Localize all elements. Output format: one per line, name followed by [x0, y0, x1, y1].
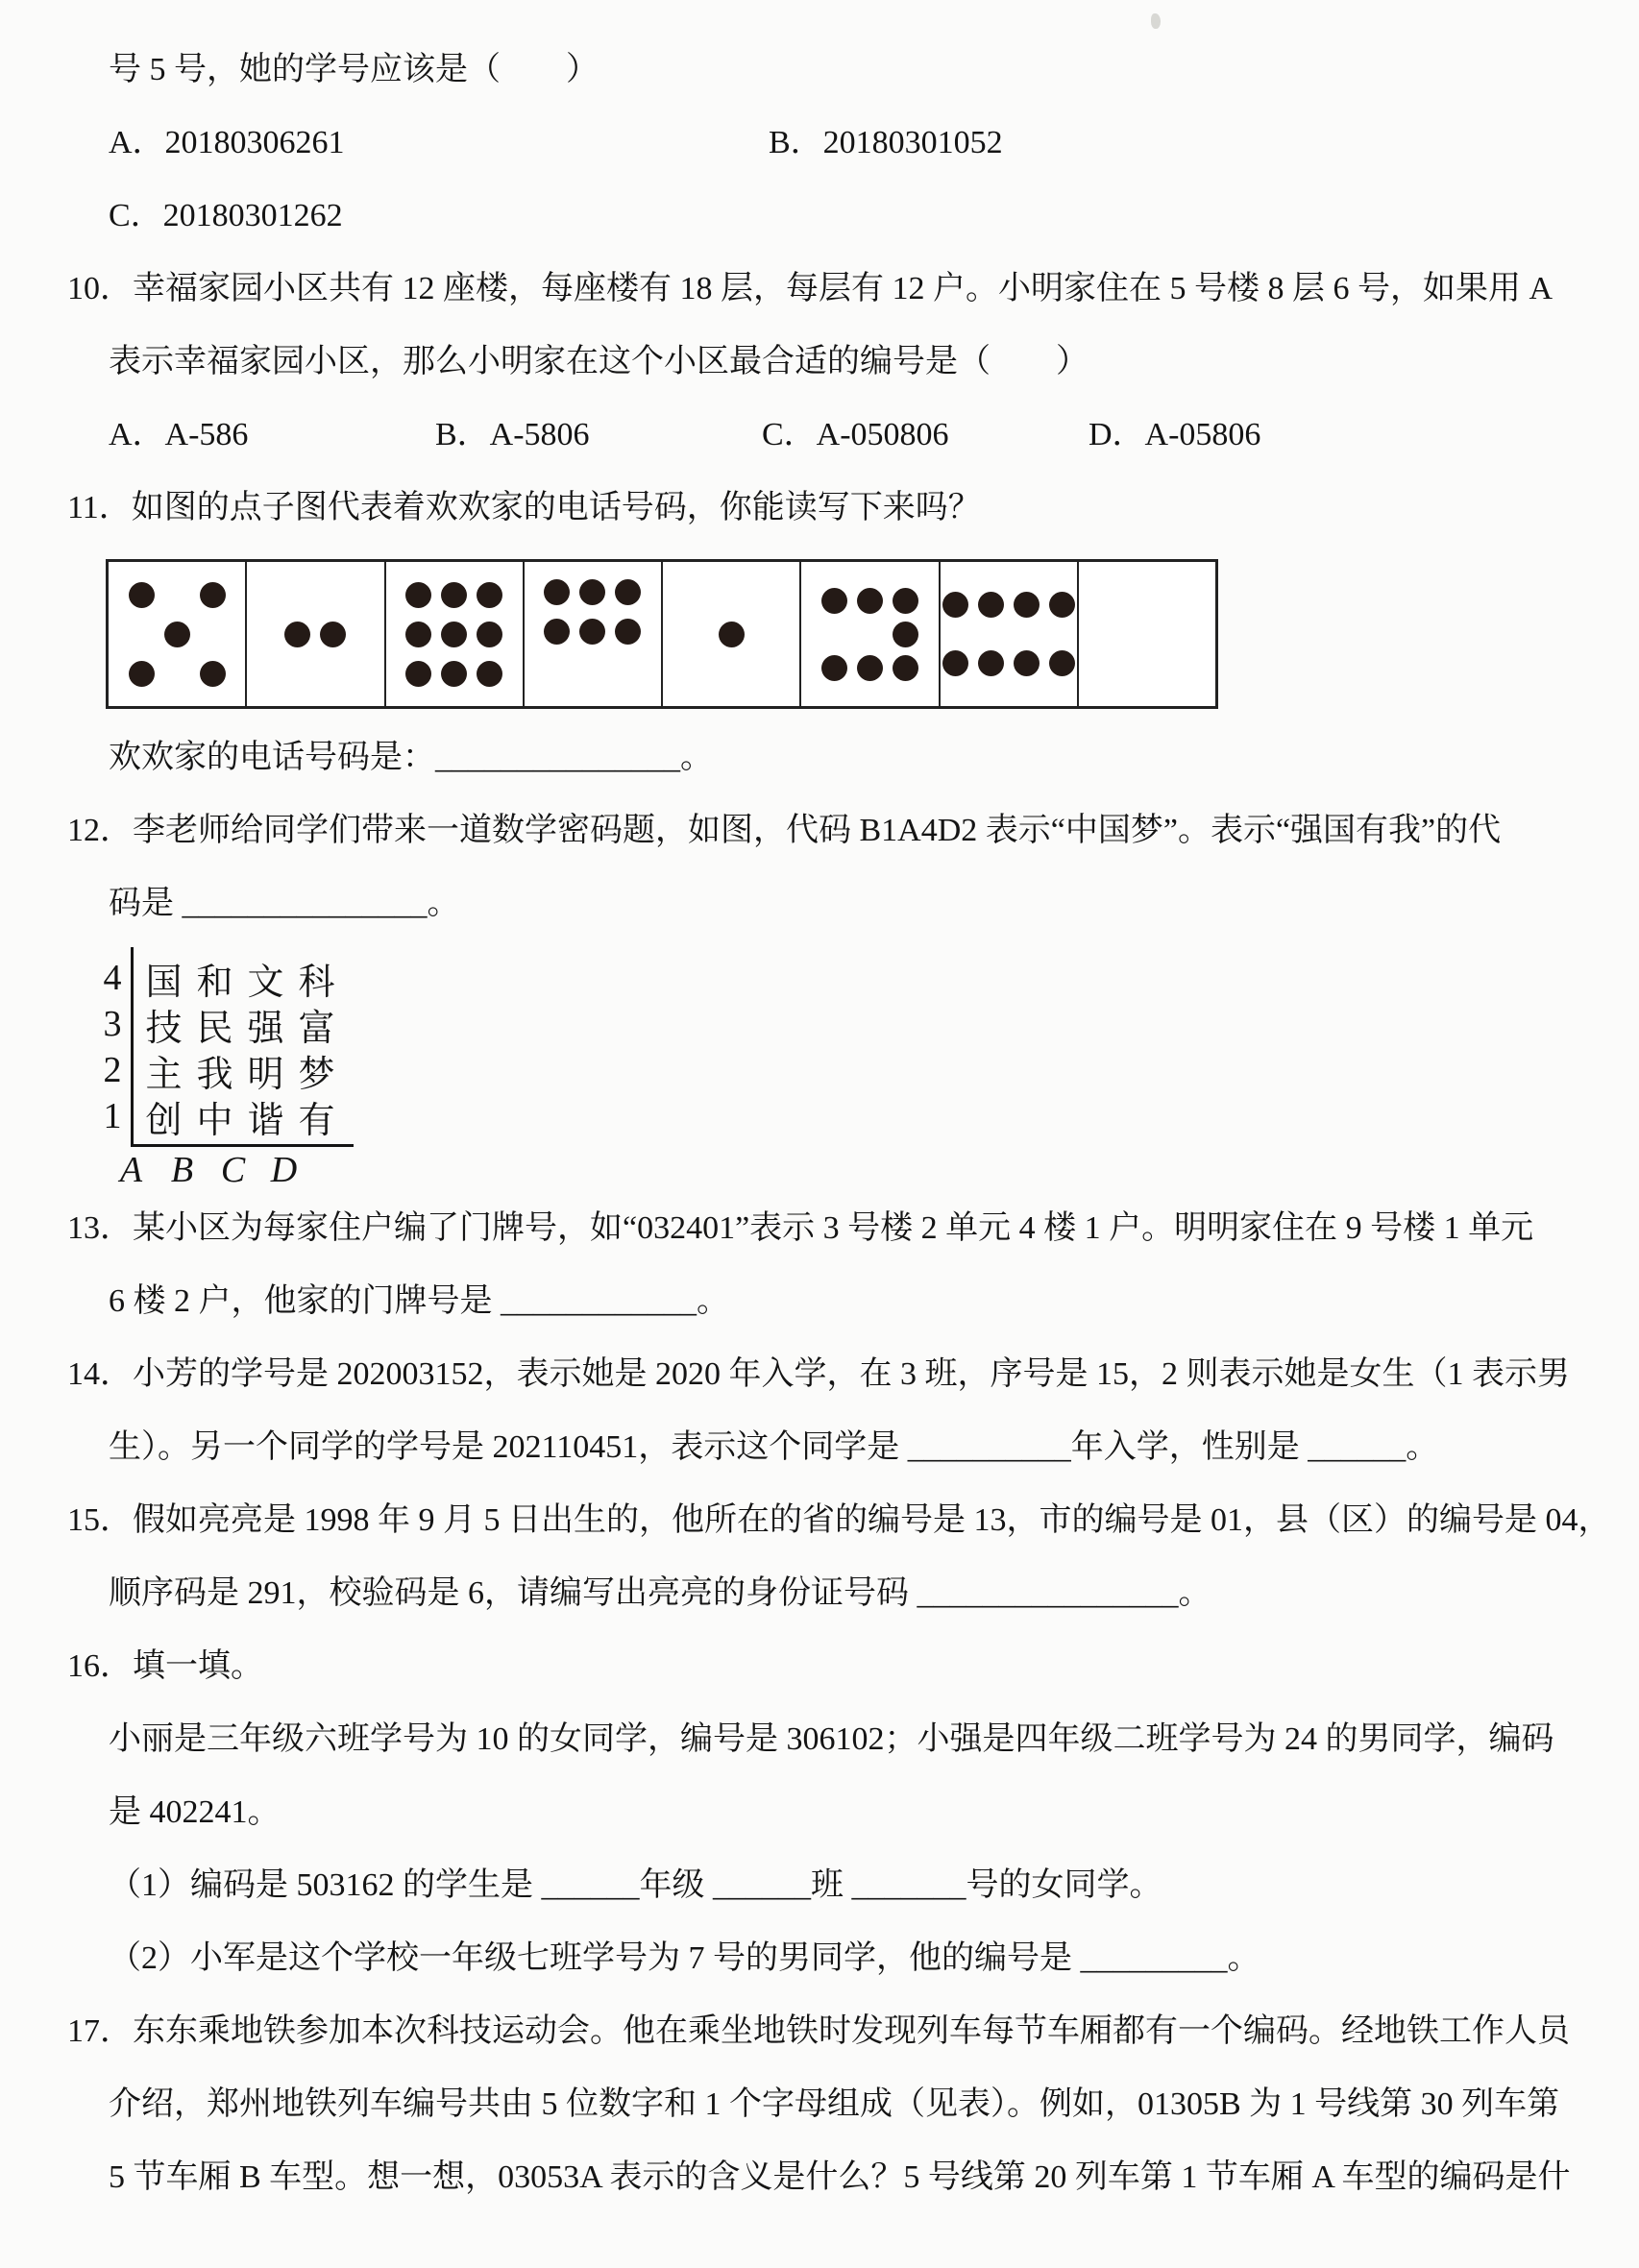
- dot: [405, 582, 431, 608]
- dot: [942, 650, 968, 676]
- dot: [615, 579, 641, 605]
- code-grid-column-label: A: [119, 1150, 143, 1190]
- q9-stem-line: 号 5 号，她的学号应该是（ ）: [109, 52, 599, 87]
- code-grid-rows: [96, 955, 384, 1139]
- q16-sub1-line: （1）编码是 503162 的学生是 ______年级 ______班 _______号的女同学。: [109, 1867, 1162, 1903]
- q17-line-1: 17．东东乘地铁参加本次科技运动会。他在乘坐地铁时发现列车每节车厢都有一个编码。经地铁工作人员: [67, 2013, 1570, 2049]
- dot-row: [405, 622, 502, 647]
- q12-code-grid-figure: [96, 955, 384, 1191]
- q15-line-1: 15．假如亮亮是 1998 年 9 月 5 日出生的，他所在的省的编号是 13，市的编号是 01，县（区）的编号是 04，: [67, 1502, 1611, 1538]
- q13-line-1: 13．某小区为每家住户编了门牌号，如“032401”表示 3 号楼 2 单元 4 楼 1 户。明明家住在 9 号楼 1 单元: [67, 1210, 1534, 1246]
- dot: [477, 622, 502, 647]
- dot: [857, 655, 883, 681]
- q9-options-row-1: [0, 121, 1639, 165]
- code-grid-row: [96, 1047, 384, 1093]
- q10-options-row: [0, 413, 1639, 457]
- dot-row: [544, 619, 641, 645]
- dot: [284, 622, 310, 647]
- q14-line-2: 生）。另一个同学的学号是 202110451，表示这个同学是 __________年入学，性别是 ______。: [109, 1429, 1439, 1465]
- code-grid-row-number: 4: [103, 958, 122, 998]
- q12-line-2: 码是 _______________。: [109, 886, 460, 921]
- code-grid-char: 有: [298, 1100, 335, 1141]
- q10-line-1: 10．幸福家园小区共有 12 座楼，每座楼有 18 层，每层有 12 户。小明家住在 5 号楼 8 层 6 号，如果用 A: [67, 271, 1553, 306]
- dot-cell: [801, 562, 940, 706]
- dot: [719, 622, 745, 647]
- q16-line-2: 小丽是三年级六班学号为 10 的女同学，编号是 306102；小强是四年级二班学号为 24 的男同学，编码: [109, 1721, 1554, 1757]
- q12-line-1: 12．李老师给同学们带来一道数学密码题，如图，代码 B1A4D2 表示“中国梦”。表示“强国有我”的代: [67, 813, 1502, 848]
- q10-option-a: A．A-586: [109, 417, 249, 452]
- code-grid-column-label: B: [170, 1150, 194, 1190]
- dot-row: [544, 579, 641, 605]
- code-grid-row-number: 2: [103, 1050, 122, 1090]
- dot: [200, 661, 226, 687]
- code-grid-column-labels: [96, 1149, 384, 1191]
- q16-sub2-line: （2）小军是这个学校一年级七班学号为 7 号的男同学，他的编号是 _________。: [109, 1940, 1260, 1976]
- dot: [129, 582, 155, 608]
- q10-line-2: 表示幸福家园小区，那么小明家在这个小区最合适的编号是（ ）: [109, 344, 1089, 379]
- q9-option-a: A．20180306261: [109, 125, 345, 160]
- dot-row: [129, 661, 226, 687]
- dot-row: [129, 582, 226, 608]
- dot: [544, 579, 570, 605]
- dot-row: [821, 655, 918, 681]
- code-grid-row: [96, 1001, 384, 1047]
- dot: [978, 592, 1004, 618]
- q16-line-3: 是 402241。: [109, 1794, 281, 1830]
- code-grid-x-axis-line: [131, 1144, 354, 1147]
- code-grid-char: 和: [196, 962, 233, 1003]
- dot: [441, 622, 467, 647]
- dot: [544, 619, 570, 645]
- dot: [893, 655, 918, 681]
- code-grid-row-number: 1: [103, 1096, 122, 1136]
- dot: [164, 622, 190, 647]
- code-grid-char: 我: [196, 1054, 233, 1095]
- code-grid-char-row: [129, 1090, 342, 1143]
- dot-cell: [525, 562, 663, 706]
- dot: [1049, 592, 1075, 618]
- code-grid-char: 文: [247, 962, 284, 1003]
- code-grid-char: 强: [247, 1008, 284, 1049]
- code-grid-char: 科: [298, 962, 335, 1003]
- code-grid-y-axis-line: [131, 947, 134, 1147]
- dot: [821, 588, 847, 614]
- dot: [129, 661, 155, 687]
- dot-cell: [941, 562, 1079, 706]
- dot-row: [942, 650, 1075, 676]
- dot: [405, 622, 431, 647]
- scan-artifact: [1151, 13, 1161, 29]
- dot: [579, 579, 605, 605]
- dot-cell: [663, 562, 801, 706]
- dot: [615, 619, 641, 645]
- q9-option-c: C．20180301262: [109, 198, 343, 233]
- code-grid-char: 中: [196, 1100, 233, 1141]
- dot: [1014, 592, 1040, 618]
- dot-cell: [109, 562, 247, 706]
- q17-line-3: 5 节车厢 B 车型。想一想，03053A 表示的含义是什么？5 号线第 20 列车第 1 节车厢 A 车型的编码是什: [109, 2159, 1571, 2195]
- dot-row: [284, 622, 346, 647]
- code-grid-column-label: D: [270, 1150, 298, 1190]
- q10-option-d: D．A-05806: [1089, 417, 1261, 452]
- dot: [1049, 650, 1075, 676]
- code-grid-char: 明: [247, 1054, 284, 1095]
- dot-row: [942, 592, 1075, 618]
- dot-row: [719, 622, 745, 647]
- dot: [821, 655, 847, 681]
- dot: [441, 661, 467, 687]
- code-grid-char: 国: [145, 962, 183, 1003]
- code-grid-char: 技: [145, 1008, 183, 1049]
- dot-row: [821, 588, 918, 614]
- dot: [477, 661, 502, 687]
- q16-line-1: 16．填一填。: [67, 1648, 263, 1684]
- code-grid-char: 富: [298, 1008, 335, 1049]
- code-grid-row: [96, 1093, 384, 1139]
- dot: [477, 582, 502, 608]
- dot-cell: [247, 562, 385, 706]
- code-grid-char-row: [129, 952, 342, 1005]
- dot: [320, 622, 346, 647]
- dot: [1014, 650, 1040, 676]
- q9-option-b: B．20180301052: [769, 125, 1003, 160]
- dot: [441, 582, 467, 608]
- code-grid-char-row: [129, 998, 342, 1051]
- code-grid-char: 梦: [298, 1054, 335, 1095]
- q10-option-b: B．A-5806: [435, 417, 590, 452]
- q11-line: 11．如图的点子图代表着欢欢家的电话号码，你能读写下来吗？: [67, 490, 981, 525]
- dot: [942, 592, 968, 618]
- code-grid-row: [96, 955, 384, 1001]
- code-grid-char: 主: [145, 1054, 183, 1095]
- code-grid-char: 谐: [247, 1100, 284, 1141]
- dot: [200, 582, 226, 608]
- dot-row: [129, 622, 226, 647]
- dot-cell: [386, 562, 525, 706]
- dot-row: [821, 622, 918, 647]
- dot: [857, 588, 883, 614]
- q14-line-1: 14．小芳的学号是 202003152，表示她是 2020 年入学，在 3 班，序号是 15，2 则表示她是女生（1 表示男: [67, 1356, 1570, 1392]
- dot-row: [405, 582, 502, 608]
- code-grid-row-number: 3: [103, 1004, 122, 1044]
- code-grid-char-row: [129, 1044, 342, 1097]
- dot-row: [405, 661, 502, 687]
- code-grid-char: 创: [145, 1100, 183, 1141]
- q13-line-2: 6 楼 2 户，他家的门牌号是 ____________。: [109, 1283, 729, 1319]
- dot: [893, 622, 918, 647]
- q17-line-2: 介绍，郑州地铁列车编号共由 5 位数字和 1 个字母组成（见表）。例如，01305B 为 1 号线第 30 列车第: [109, 2086, 1560, 2122]
- dot-cell: [1079, 562, 1215, 706]
- dot: [579, 619, 605, 645]
- q10-option-c: C．A-050806: [762, 417, 949, 452]
- dot: [893, 588, 918, 614]
- dot: [405, 661, 431, 687]
- q15-line-2: 顺序码是 291，校验码是 6，请编写出亮亮的身份证号码 ________________。: [109, 1575, 1211, 1611]
- q11-answer-line: 欢欢家的电话号码是：_______________。: [109, 740, 713, 775]
- dot: [978, 650, 1004, 676]
- code-grid-char: 民: [196, 1008, 233, 1049]
- q11-dot-figure: [106, 559, 1218, 709]
- code-grid-column-label: C: [220, 1150, 246, 1190]
